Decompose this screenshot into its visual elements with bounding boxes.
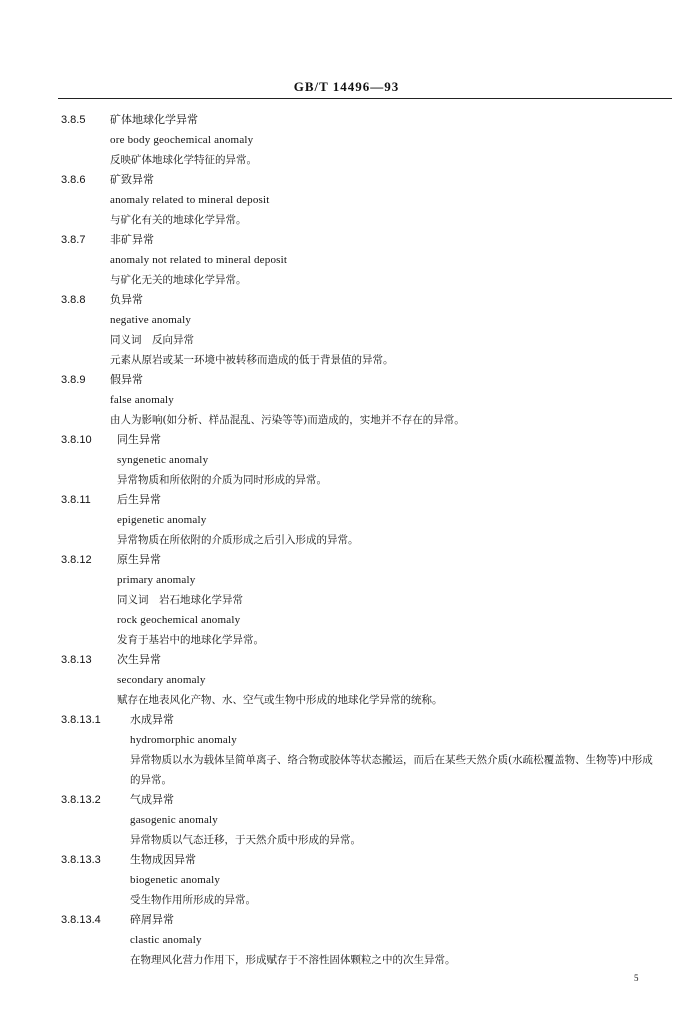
header-rule: [58, 98, 672, 99]
definition: 异常物质在所依附的介质形成之后引入形成的异常。: [117, 534, 359, 546]
term-en: anomaly not related to mineral deposit: [110, 254, 288, 266]
term-zh: 水成异常: [130, 713, 174, 726]
entry-3-8-9: [0, 370, 693, 430]
term-zh: 后生异常: [117, 493, 161, 506]
definition: 与矿化有关的地球化学异常。: [110, 214, 247, 226]
term-zh: 原生异常: [117, 553, 161, 566]
term-zh: 碎屑异常: [130, 913, 174, 926]
definition: 由人为影响(如分析、样品混乱、污染等等)而造成的，实地并不存在的异常。: [110, 414, 465, 426]
term-zh: 次生异常: [117, 653, 161, 666]
definition: 异常物质和所依附的介质为同时形成的异常。: [117, 474, 327, 486]
synonym-en: rock geochemical anomaly: [117, 614, 241, 626]
definition: 在物理风化营力作用下，形成赋存于不溶性固体颗粒之中的次生异常。: [130, 954, 456, 966]
term-en: gasogenic anomaly: [130, 814, 219, 826]
entry-3-8-7: [0, 230, 693, 290]
definition: 元素从原岩或某一环境中被转移而造成的低于背景值的异常。: [110, 354, 394, 366]
page-number: 5: [634, 973, 639, 983]
entry-3-8-8: [0, 290, 693, 370]
standard-header: GB/T 14496—93: [293, 79, 400, 94]
term-zh: 非矿异常: [110, 233, 154, 246]
entry-number: 3.8.13.4: [61, 914, 101, 926]
entry-number: 3.8.12: [61, 554, 92, 566]
entry-number: 3.8.13.3: [61, 854, 101, 866]
entry-3-8-5: [0, 110, 693, 170]
entry-number: 3.8.13.1: [61, 714, 101, 726]
entry-number: 3.8.13: [61, 654, 92, 666]
term-list: [0, 110, 693, 970]
entry-3-8-6: [0, 170, 693, 230]
term-zh: 假异常: [110, 373, 143, 386]
term-zh: 气成异常: [130, 793, 174, 806]
entry-3-8-13-4: [0, 910, 693, 970]
entry-number: 3.8.13.2: [61, 794, 101, 806]
term-en: biogenetic anomaly: [130, 874, 221, 886]
entry-number: 3.8.9: [61, 374, 86, 386]
definition: 与矿化无关的地球化学异常。: [110, 274, 247, 286]
term-zh: 负异常: [110, 293, 143, 306]
entry-number: 3.8.10: [61, 434, 92, 446]
entry-number: 3.8.5: [61, 114, 86, 126]
definition: 异常物质以水为载体呈简单离子、络合物或胶体等状态搬运，而后在某些天然介质(水疏松覆盖物、生物等)中形成的异常。: [130, 754, 653, 786]
definition: 异常物质以气态迁移，于天然介质中形成的异常。: [130, 834, 361, 846]
synonym: 同义词 反向异常: [110, 334, 194, 346]
term-en: secondary anomaly: [117, 674, 206, 686]
entry-3-8-10: [0, 430, 693, 490]
term-en: hydromorphic anomaly: [130, 734, 237, 746]
definition: 赋存在地表风化产物、水、空气或生物中形成的地球化学异常的统称。: [117, 694, 443, 706]
entry-number: 3.8.8: [61, 294, 86, 306]
entry-3-8-13-3: [0, 850, 693, 910]
entry-number: 3.8.11: [61, 494, 91, 506]
entry-3-8-13-1: [0, 710, 693, 790]
entry-3-8-12: [0, 550, 693, 650]
term-en: syngenetic anomaly: [117, 454, 209, 466]
term-en: clastic anomaly: [130, 934, 202, 946]
synonym: 同义词 岩石地球化学异常: [117, 594, 243, 606]
term-en: primary anomaly: [117, 574, 196, 586]
term-zh: 生物成因异常: [130, 853, 196, 866]
entry-number: 3.8.6: [61, 174, 86, 186]
term-en: negative anomaly: [110, 314, 192, 326]
term-en: epigenetic anomaly: [117, 514, 207, 526]
entry-3-8-11: [0, 490, 693, 550]
entry-3-8-13: [0, 650, 693, 710]
term-en: false anomaly: [110, 394, 174, 406]
term-zh: 矿致异常: [110, 173, 154, 186]
definition: 反映矿体地球化学特征的异常。: [110, 154, 257, 166]
term-zh: 同生异常: [117, 433, 161, 446]
definition: 受生物作用所形成的异常。: [130, 894, 256, 906]
definition: 发育于基岩中的地球化学异常。: [117, 634, 264, 646]
entry-3-8-13-2: [0, 790, 693, 850]
term-zh: 矿体地球化学异常: [110, 113, 198, 126]
term-en: anomaly related to mineral deposit: [110, 194, 270, 206]
entry-number: 3.8.7: [61, 234, 86, 246]
term-en: ore body geochemical anomaly: [110, 134, 254, 146]
